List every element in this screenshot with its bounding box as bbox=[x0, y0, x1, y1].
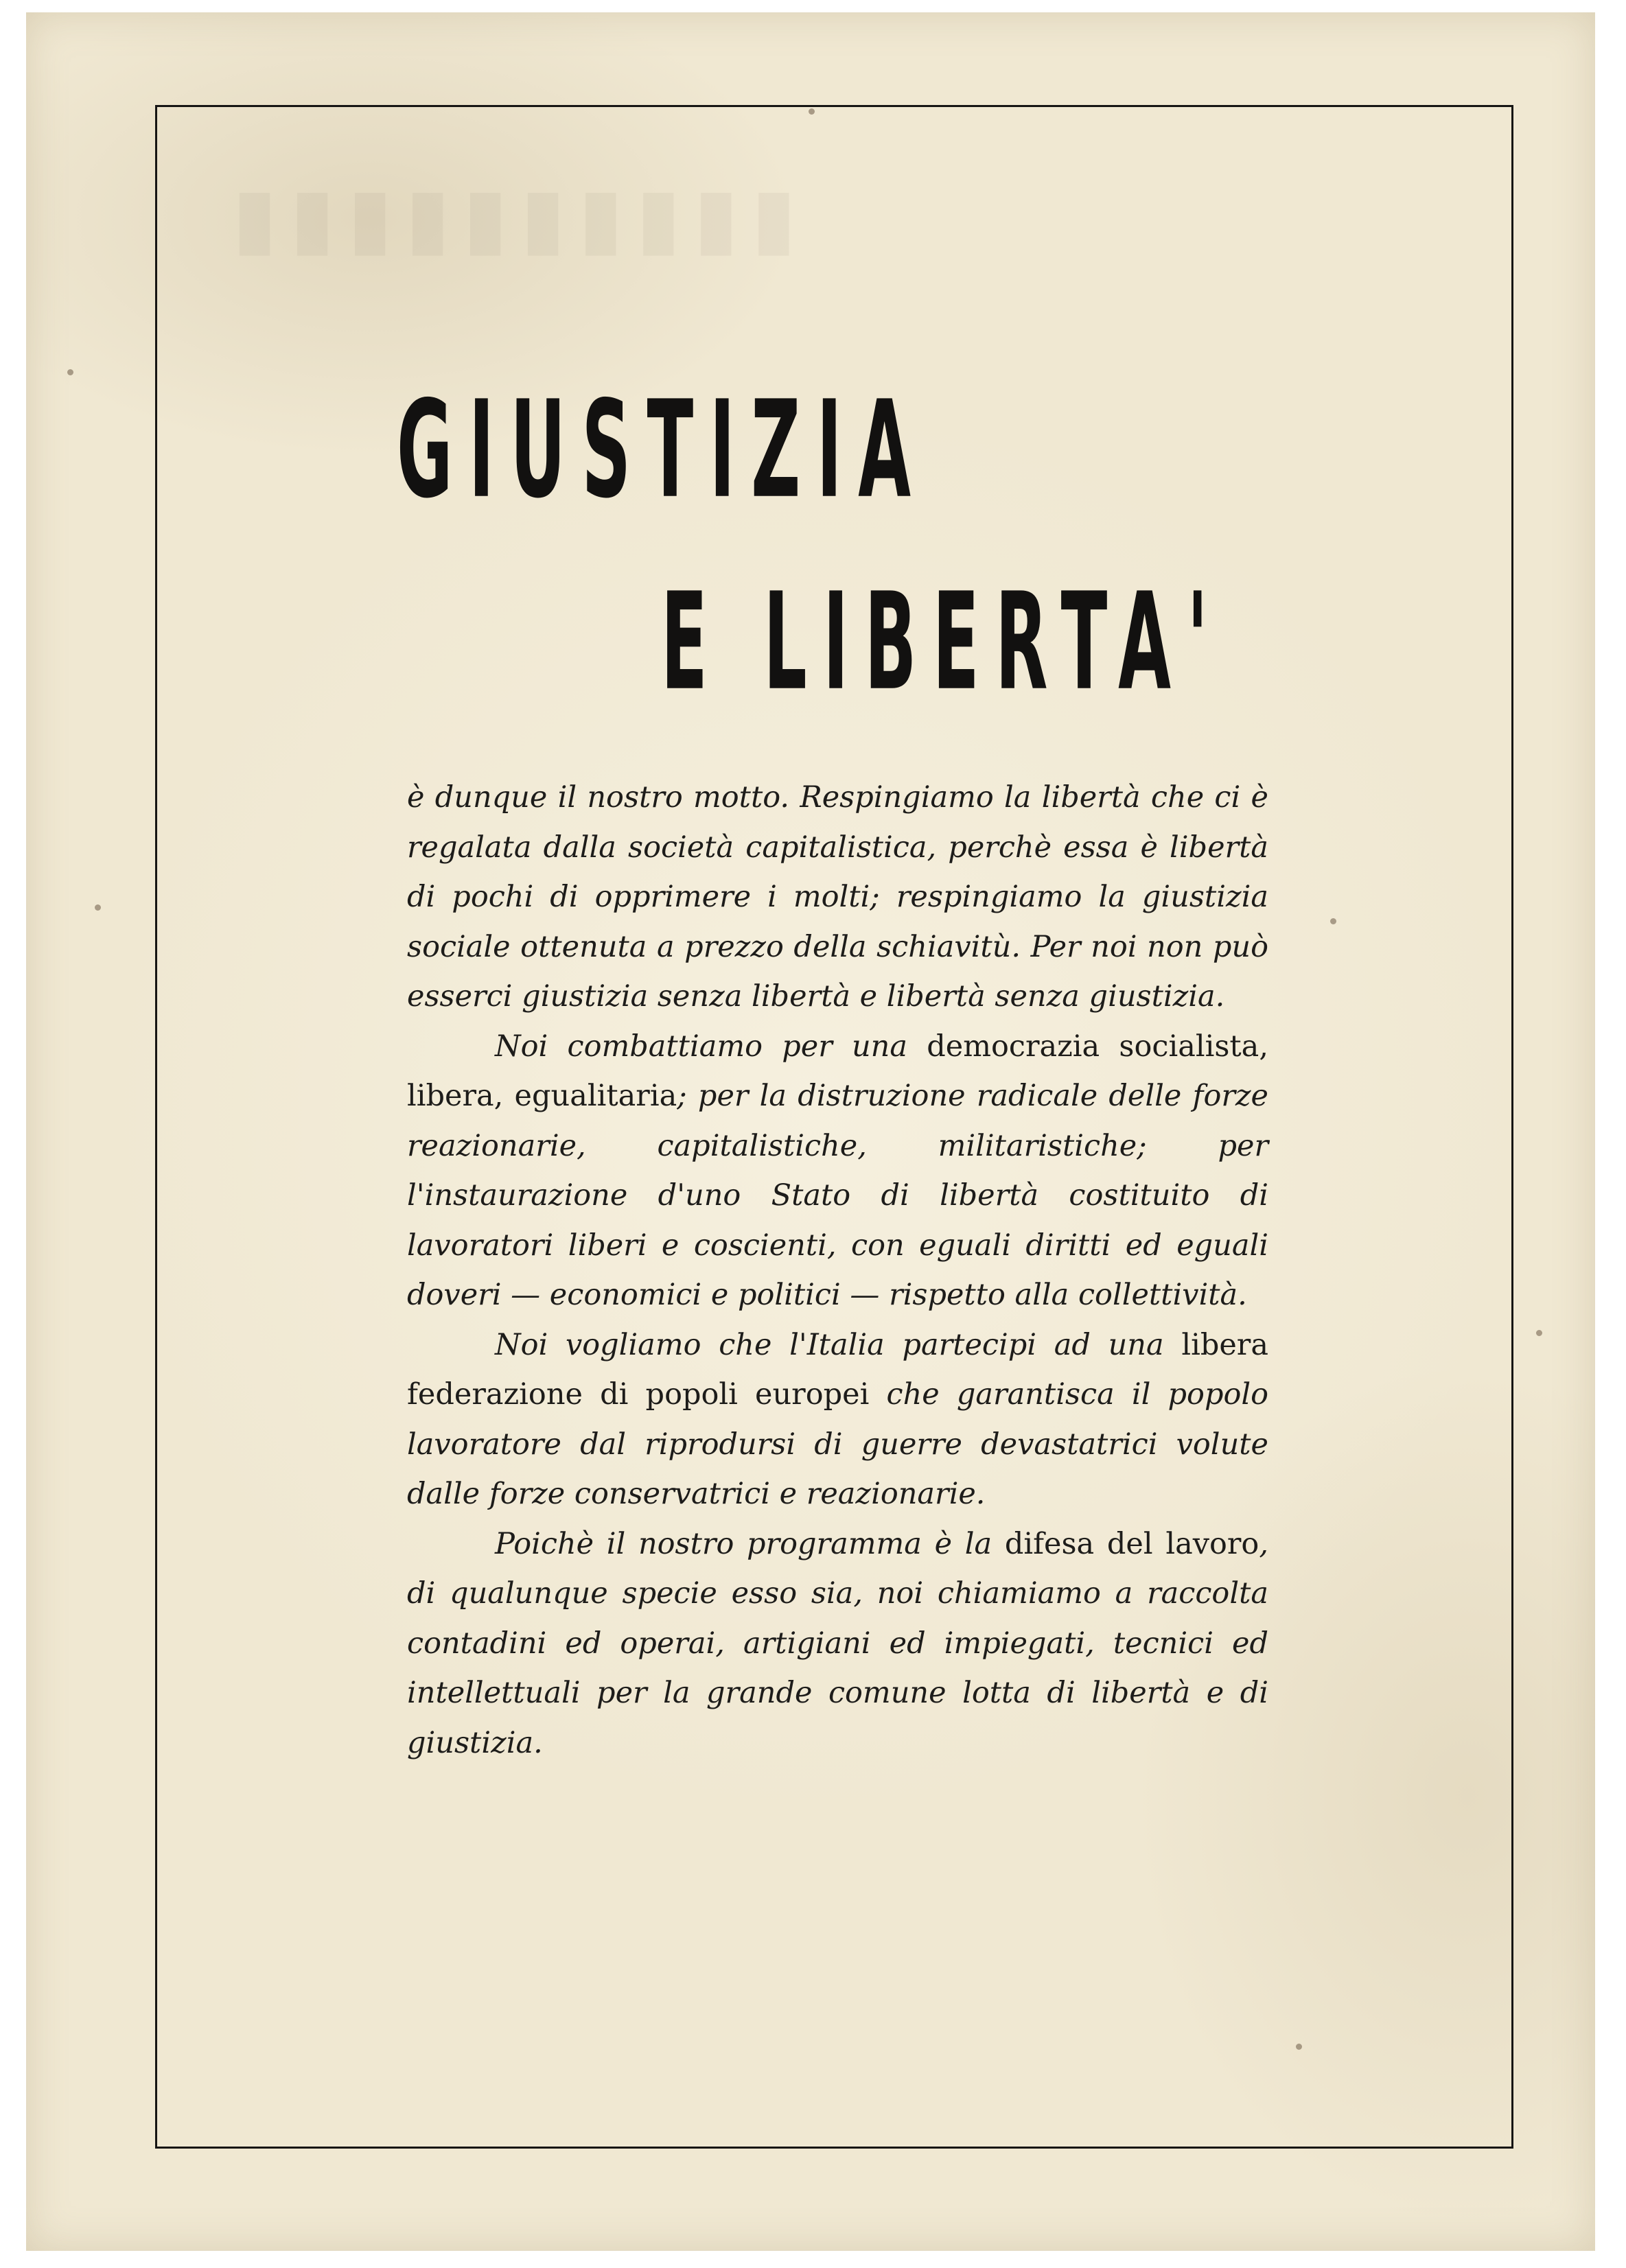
paper-speck bbox=[1536, 1330, 1542, 1336]
paragraph-4 bbox=[407, 1519, 1268, 1768]
paragraph-3 bbox=[407, 1320, 1268, 1519]
paper-speck bbox=[67, 369, 73, 375]
paragraph-3-text-b: che garantisca il popolo lavoratore dal riprodursi di guerre devastatrici volute dalle forze conservatrici e reazionarie. bbox=[407, 1377, 1268, 1511]
paragraph-4-emphasis: difesa del lavoro bbox=[1004, 1526, 1259, 1561]
paper-speck bbox=[1330, 918, 1336, 924]
paper-speck bbox=[1296, 2044, 1302, 2050]
paragraph-1-text: è dunque il nostro motto. Respingiamo la libertà che ci è regalata dalla società capitalistica, perchè essa è libertà di pochi di opprimere i molti; respingiamo la giustizia sociale ottenuta a prezzo della schiavitù. Per noi non può esserci giustizia senza libertà e libertà senza giustizia. bbox=[407, 780, 1268, 1014]
document-sheet bbox=[26, 12, 1595, 2251]
paper-speck bbox=[95, 904, 101, 911]
paragraph-4-text-a: Poichè il nostro programma è la bbox=[495, 1526, 1005, 1561]
title-line-1: GIUSTIZIA bbox=[397, 371, 927, 528]
paragraph-2-emphasis: democrazia socialista, libera, egualitaria bbox=[407, 1029, 1268, 1113]
paragraph-3-emphasis: libera federazione di popoli europei bbox=[407, 1327, 1268, 1412]
bleed-through-decoration: ▮▮▮▮▮▮▮▮▮▮ bbox=[232, 170, 809, 266]
paper-speck bbox=[809, 108, 815, 115]
paragraph-3-text-a: Noi vogliamo che l'Italia partecipi ad una bbox=[495, 1327, 1182, 1362]
manifesto-body bbox=[407, 773, 1268, 1768]
paragraph-2-text-a: Noi combattiamo per una bbox=[495, 1029, 927, 1064]
paragraph-4-text-b: , di qualunque specie esso sia, noi chiamiamo a raccolta contadini ed operai, artigiani ed impiegati, tecnici ed intellettuali per la grande comune lotta di libertà e di giustizia. bbox=[407, 1526, 1268, 1760]
paragraph-2-text-b: ; per la distruzione radicale delle forze reazionarie, capitalistiche, militaristiche; per l'instaurazione d'uno Stato di libertà costituito di lavoratori liberi e coscienti, con eguali diritti ed eguali doveri — economici e politici — rispetto alla collettività. bbox=[407, 1079, 1269, 1312]
title-line-2: E LIBERTA' bbox=[661, 563, 1224, 721]
paragraph-2 bbox=[407, 1022, 1268, 1320]
paragraph-1 bbox=[407, 773, 1268, 1022]
